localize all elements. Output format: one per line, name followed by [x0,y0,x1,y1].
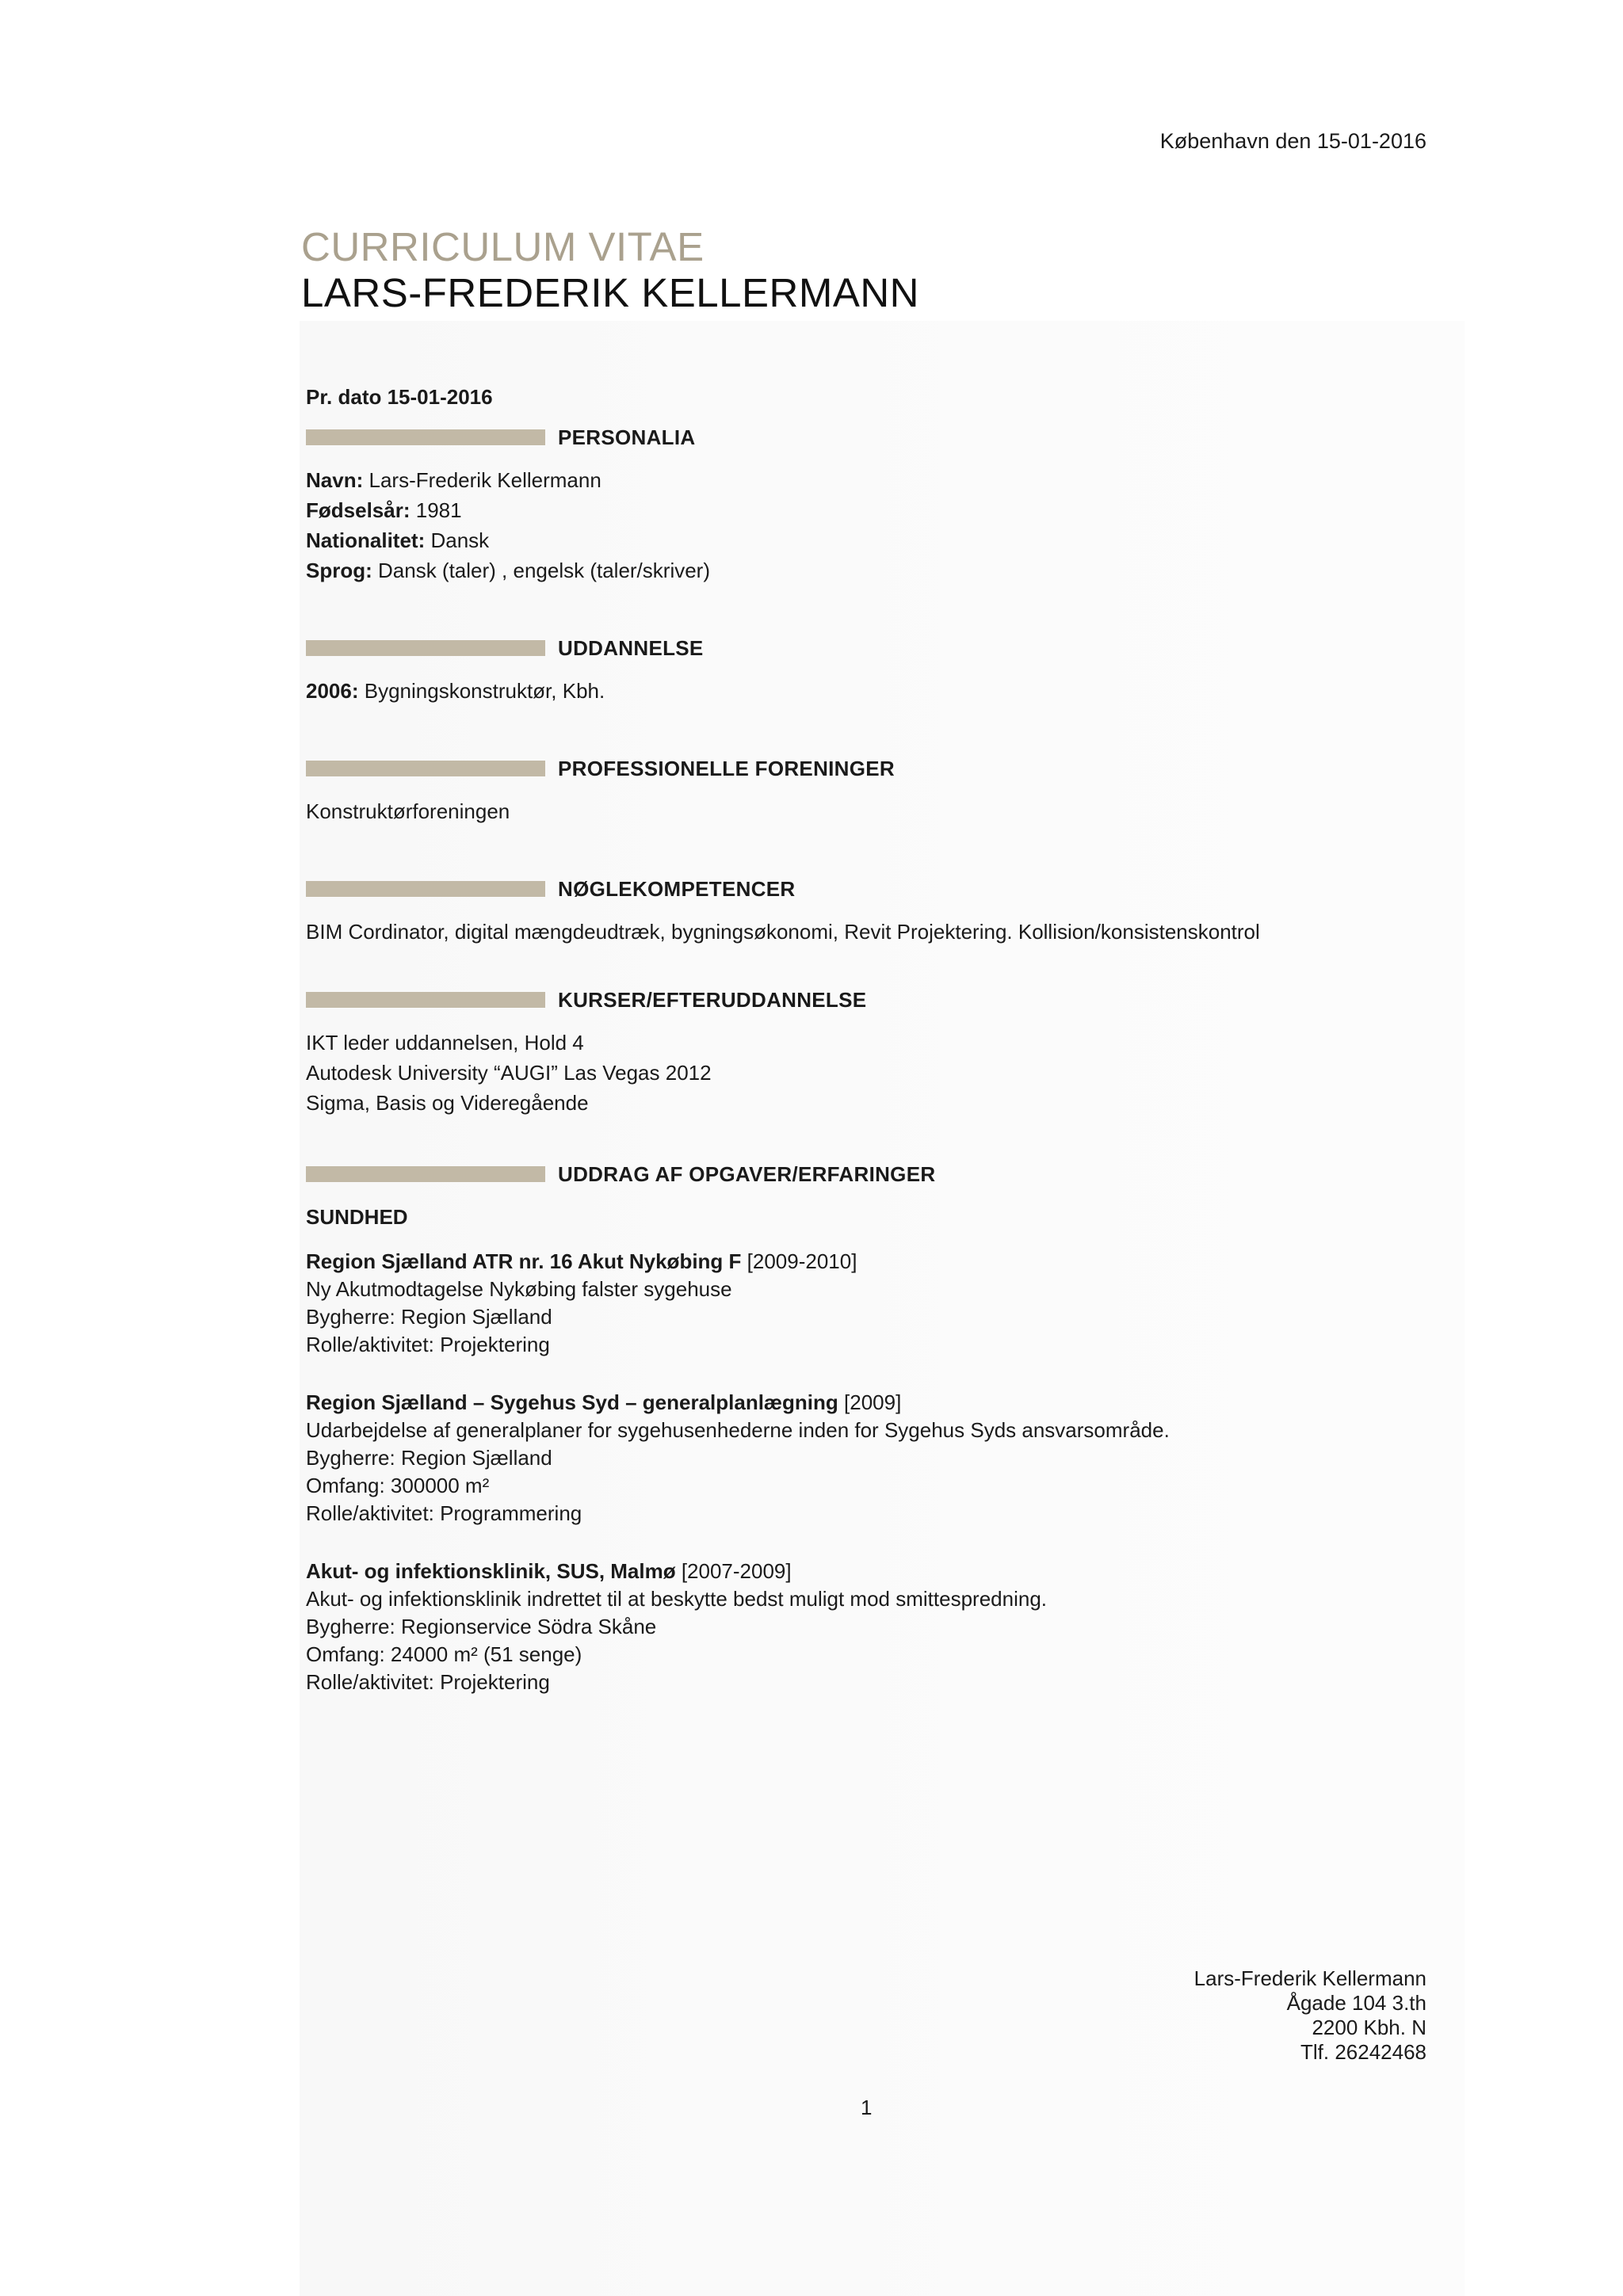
uddannelse-entries [306,676,1415,706]
personalia-fields [306,465,1415,585]
project-title-line [306,1558,1415,1585]
address-line: Lars-Frederik Kellermann [1193,1966,1426,1990]
section-bar [306,1166,545,1182]
list-item: Autodesk University “AUGI” Las Vegas 2012 [306,1061,712,1085]
project-years: [2007-2009] [675,1559,792,1583]
section-title: NØGLEKOMPETENCER [558,876,796,901]
section-title: KURSER/EFTERUDDANNELSE [558,987,867,1012]
project-line: Omfang: 24000 m² (51 senge) [306,1642,582,1666]
section-title: UDDANNELSE [558,635,704,660]
field-navn [306,465,1415,495]
entry-year: 2006: [306,679,359,703]
cv-name: LARS-FREDERIK KELLERMANN [301,270,920,315]
list-item: Sigma, Basis og Videregående [306,1091,589,1115]
address-line: 2200 Kbh. N [1312,2016,1426,2039]
list-item: IKT leder uddannelsen, Hold 4 [306,1031,584,1055]
footer-address [1194,1966,1426,2065]
kurser-items [306,1028,1415,1118]
list-item: Konstruktørforeningen [306,799,510,823]
project-name: Region Sjælland ATR nr. 16 Akut Nykøbing F [306,1249,742,1273]
cv-content [306,381,1415,1696]
foreninger-items [306,796,1415,826]
section-opgaver-header [306,1161,1415,1188]
section-bar [306,992,545,1008]
field-sprog [306,555,1415,585]
project-line: Udarbejdelse af generalplaner for sygehusenhederne inden for Sygehus Syds ansvarsområde. [306,1418,1170,1442]
cv-title: CURRICULUM VITAE [301,224,705,269]
place-date: København den 15-01-2016 [1159,129,1426,153]
pr-dato: Pr. dato 15-01-2016 [306,385,493,409]
project-entry [306,1558,1415,1696]
project-entry [306,1389,1415,1527]
address-line: Tlf. 26242468 [1300,2040,1426,2064]
project-line: Bygherre: Region Sjælland [306,1305,552,1329]
title-block [301,224,919,316]
project-years: [2009] [838,1390,902,1414]
project-years: [2009-2010] [741,1249,857,1273]
project-line: Rolle/aktivitet: Projektering [306,1333,550,1356]
section-bar [306,881,545,897]
category-heading: SUNDHED [306,1205,408,1229]
project-line: Rolle/aktivitet: Programmering [306,1501,582,1525]
page-number: 1 [861,2096,873,2119]
project-title-line [306,1389,1415,1417]
address-line: Ågade 104 3.th [1286,1991,1426,2015]
project-line: Omfang: 300000 m² [306,1474,490,1497]
section-title: PERSONALIA [558,425,696,449]
field-label: Nationalitet: [306,528,426,552]
field-value: Dansk [430,528,490,552]
project-name: Region Sjælland – Sygehus Syd – generalplanlægning [306,1390,838,1414]
section-title: UDDRAG AF OPGAVER/ERFARINGER [558,1161,936,1186]
field-label: Sprog: [306,559,372,582]
project-entry [306,1248,1415,1359]
project-name: Akut- og infektionsklinik, SUS, Malmø [306,1559,676,1583]
entry-value: Bygningskonstruktør, Kbh. [364,679,605,703]
section-personalia-header [306,424,1415,451]
section-bar [306,429,545,445]
field-label: Fødselsår: [306,498,411,522]
section-kompetencer-header [306,875,1415,902]
section-title: PROFESSIONELLE FORENINGER [558,756,895,780]
list-item: BIM Cordinator, digital mængdeudtræk, bygningsøkonomi, Revit Projektering. Kollision/konsistenskontrol [306,920,1260,944]
section-kurser-header [306,986,1415,1013]
field-foedselsaar [306,495,1415,525]
section-foreninger-header [306,755,1415,782]
education-entry [306,676,1415,706]
section-bar [306,761,545,776]
project-line: Rolle/aktivitet: Projektering [306,1670,550,1694]
project-line: Akut- og infektionsklinik indrettet til at beskytte bedst muligt mod smittespredning. [306,1587,1047,1611]
field-value: Dansk (taler) , engelsk (taler/skriver) [378,559,710,582]
project-line: Bygherre: Region Sjælland [306,1446,552,1470]
section-bar [306,640,545,656]
section-uddannelse-header [306,635,1415,662]
field-value: Lars-Frederik Kellermann [369,468,601,492]
field-value: 1981 [415,498,462,522]
project-line: Ny Akutmodtagelse Nykøbing falster sygehuse [306,1277,732,1301]
project-line: Bygherre: Regionservice Södra Skåne [306,1615,657,1638]
project-title-line [306,1248,1415,1276]
kompetencer-items [306,917,1415,947]
field-label: Navn: [306,468,364,492]
field-nationalitet [306,525,1415,555]
